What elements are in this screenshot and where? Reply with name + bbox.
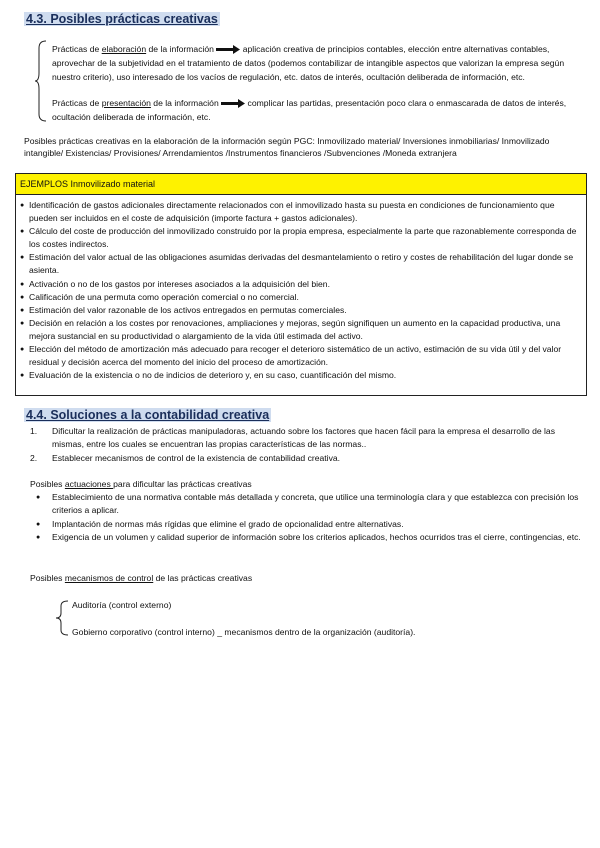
list-item: ● Evaluación de la existencia o no de indicios de deterioro y, en su caso, cuantificación del mismo. (20, 369, 582, 382)
section-heading: 4.3. Posibles prácticas creativas (26, 12, 218, 26)
actuaciones-list (36, 491, 586, 544)
presentacion-paragraph: Prácticas de presentación de la información complicar las partidas, presentación poco clara o enmascarada de datos de interés, ocultación deliberada de información, etc. (52, 98, 567, 122)
list-item: ● Elección del método de amortización más adecuado para recoger el deterioro sistemático de un activo, estimación de su vida útil y del valor residual y decisión acerca del momento del inicio del proceso de amortización. (20, 343, 582, 369)
list-item: ● Calificación de una permuta como operación comercial o no comercial. (20, 291, 582, 304)
list-item: ● Estimación del valor actual de las obligaciones asumidas derivadas del desmantelamiento o retiro y costes de rehabilitación del lugar donde se asienta. (20, 251, 582, 277)
pgc-paragraph: Posibles prácticas creativas en la elaboración de la información según PGC: Inmovilizado material/ Inversiones inmobiliarias/ Inmovilizado intangible/ Existencias/ Provisiones/ Arrendamientos /Instrumentos financieros /Subvenciones /Moneda extranjera (24, 136, 550, 158)
list-item: 2. Establecer mecanismos de control de la existencia de contabilidad creativa. (30, 452, 341, 463)
solutions-list (30, 425, 586, 465)
list-item: 1. Dificultar la realización de prácticas manipuladoras, actuando sobre los factores que hacen fácil para la empresa el desarrollo de las mismas, entre los cuales se encuentran las propias características de las normas.. (30, 426, 556, 450)
curly-brace-icon (54, 600, 70, 636)
list-item: ● Cálculo del coste de producción del inmovilizado construido por la propia empresa, especialmente la parte que razonablemente corresponda de los costes indirectos. (20, 225, 582, 251)
list-item: ● Estimación del valor razonable de los activos entregados en permutas comerciales. (20, 304, 582, 317)
mecanismo-item: Auditoría (control externo) (72, 600, 172, 610)
arrow-right-icon (216, 45, 240, 54)
list-item: ● Establecimiento de una normativa contable más detallada y concreta, que utilice una terminología clara y que establezca con precisión los criterios a aplicar. (36, 491, 586, 518)
list-item: ● Implantación de normas más rígidas que elimine el grado de opcionalidad entre alternativas. (36, 518, 586, 531)
examples-list (16, 195, 586, 382)
arrow-right-icon (221, 99, 245, 108)
list-item: ● Decisión en relación a los costes por renovaciones, ampliaciones y mejoras, según signifiquen un aumento en la capacidad productiva, una mejora sustancial en su productividad o alargamiento de la vida útil estimada del activo. (20, 317, 582, 343)
mecanismos-intro: Posibles mecanismos de control de las prácticas creativas (30, 573, 253, 583)
curly-brace-icon (34, 40, 48, 122)
list-item: ● Activación o no de los gastos por intereses asociados a la adquisición del bien. (20, 278, 582, 291)
examples-box-header: EJEMPLOS Inmovilizado material (16, 174, 586, 195)
examples-box (15, 173, 587, 396)
mecanismo-item: Gobierno corporativo (control interno) _ mecanismos dentro de la organización (auditoría). (72, 627, 416, 637)
section-heading: 4.4. Soluciones a la contabilidad creativa (26, 408, 270, 422)
list-item: ● Identificación de gastos adicionales directamente relacionados con el inmovilizado hasta su puesta en condiciones de funcionamiento que pueden ser incluidos en el coste de adquisición (importe factura + gastos adicionales). (20, 199, 582, 225)
elaboracion-paragraph: Prácticas de elaboración de la información aplicación creativa de principios contables, elección entre alternativas contables, aprovechar de la subjetividad en el tratamiento de datos (podemos contabilizar de intangible aspectos que valorizan la empresa según nuestro criterio), uso interesado de los vacíos de regulación, etc. datos de interés, ocultación deliberada de información, etc. (52, 44, 565, 82)
list-item: ● Exigencia de un volumen y calidad superior de información sobre los criterios aplicados, hechos ocurridos tras el cierre, contingencias, etc. (36, 531, 586, 544)
actuaciones-intro: Posibles actuaciones para dificultar las prácticas creativas (30, 479, 252, 489)
